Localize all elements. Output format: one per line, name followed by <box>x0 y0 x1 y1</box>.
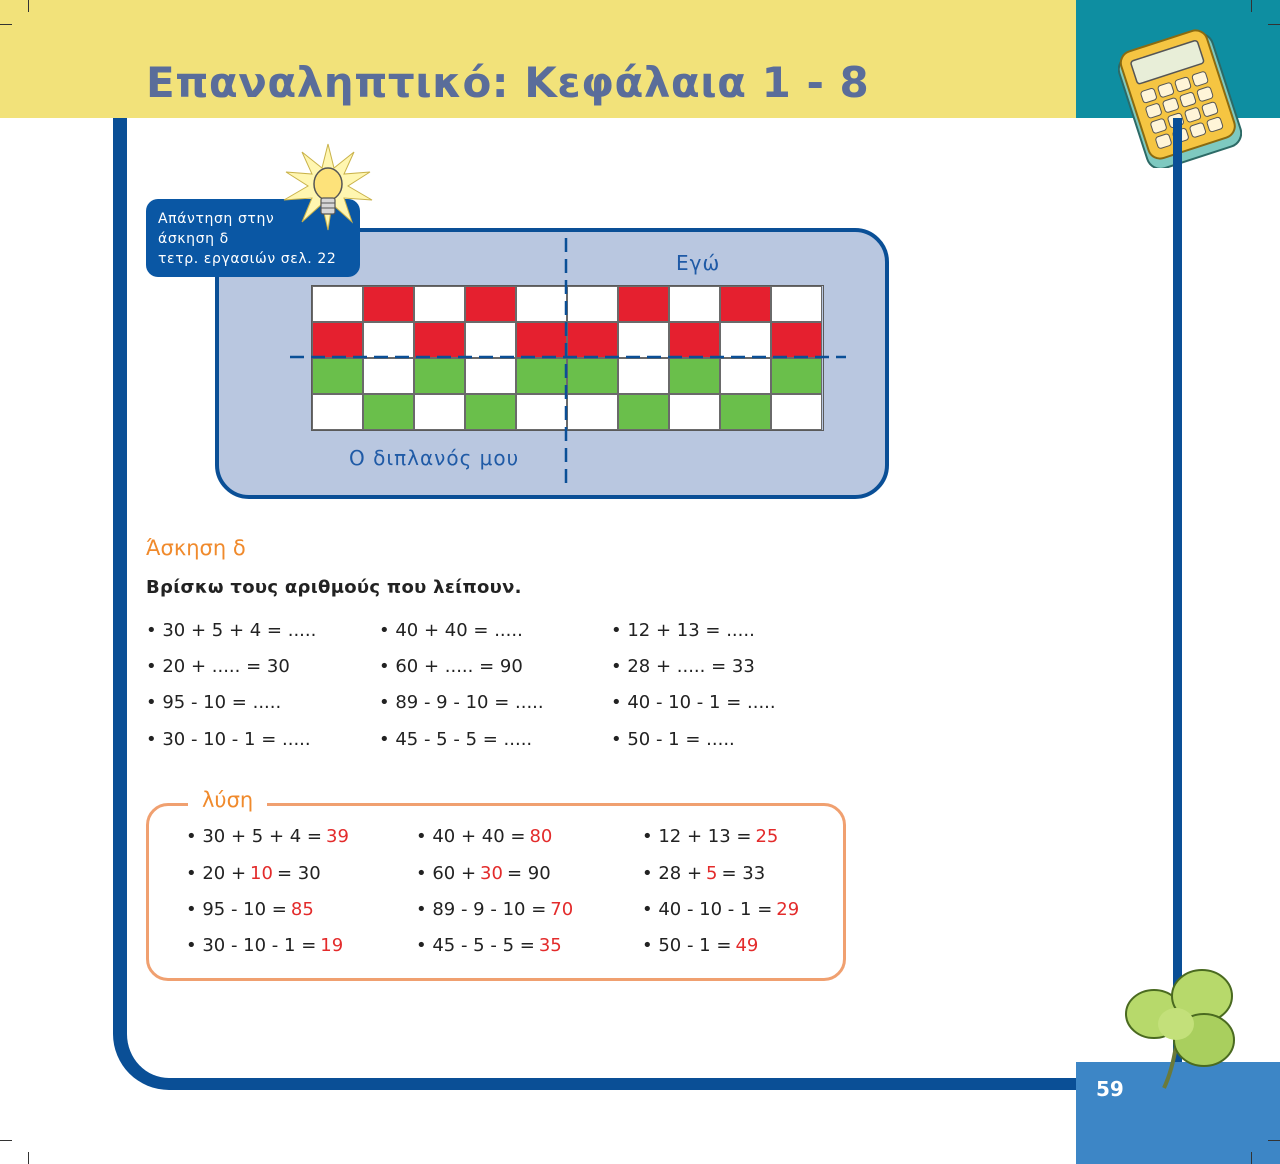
solution-answer: 19 <box>320 935 344 956</box>
crop-mark <box>28 0 29 12</box>
exercise-item: • 40 - 10 - 1 = ..... <box>611 692 776 713</box>
solution-expression-end: = 90 <box>506 863 551 884</box>
solution-expression: • 12 + 13 = <box>642 826 752 847</box>
solution-expression: • 30 + 5 + 4 = <box>186 826 323 847</box>
solution-label: λύση <box>188 788 267 812</box>
badge-line: τετρ. εργασιών σελ. 22 <box>158 251 337 267</box>
badge-line: άσκηση δ <box>158 231 229 247</box>
exercise-item: • 60 + ..... = 90 <box>379 656 523 677</box>
solution-expression: • 60 + <box>416 863 477 884</box>
solution-expression: • 50 - 1 = <box>642 935 732 956</box>
crop-mark <box>1251 1152 1252 1164</box>
exercise-title: Άσκηση δ <box>146 536 246 560</box>
solution-expression-end: = 30 <box>276 863 321 884</box>
solution-expression: • 40 + 40 = <box>416 826 526 847</box>
solution-answer: 85 <box>290 899 314 920</box>
solution-item <box>416 863 551 884</box>
solution-item <box>186 863 321 884</box>
solution-answer: 10 <box>250 863 273 884</box>
solution-expression: • 30 - 10 - 1 = <box>186 935 317 956</box>
exercise-item: • 30 + 5 + 4 = ..... <box>146 620 317 641</box>
exercise-item: • 50 - 1 = ..... <box>611 729 735 750</box>
exercise-item: • 28 + ..... = 33 <box>611 656 755 677</box>
page-title: Επαναληπτικό: Κεφάλαια 1 - 8 <box>146 58 870 107</box>
solution-item <box>186 899 318 920</box>
solution-answer: 39 <box>326 826 349 847</box>
solution-item <box>416 899 577 920</box>
solution-expression: • 95 - 10 = <box>186 899 287 920</box>
solution-expression: • 45 - 5 - 5 = <box>416 935 535 956</box>
solution-expression: • 89 - 9 - 10 = <box>416 899 547 920</box>
crop-mark <box>1251 0 1252 12</box>
solution-item <box>642 863 765 884</box>
solution-item <box>186 826 353 847</box>
exercise-item: • 45 - 5 - 5 = ..... <box>379 729 533 750</box>
clover-illustration <box>1124 966 1248 1092</box>
exercise-item: • 89 - 9 - 10 = ..... <box>379 692 544 713</box>
exercise-item: • 30 - 10 - 1 = ..... <box>146 729 311 750</box>
label-neighbor: Ο διπλανός μου <box>349 446 520 470</box>
crop-mark <box>1268 24 1280 25</box>
solution-expression: • 20 + <box>186 863 247 884</box>
solution-item <box>416 826 556 847</box>
lightbulb-icon <box>282 142 374 234</box>
solution-item <box>642 899 803 920</box>
solution-answer: 5 <box>706 863 718 884</box>
solution-answer: 35 <box>538 935 562 956</box>
solution-item <box>642 935 762 956</box>
solution-expression: • 28 + <box>642 863 703 884</box>
exercise-item: • 12 + 13 = ..... <box>611 620 755 641</box>
crop-mark <box>0 1140 12 1141</box>
solution-expression: • 40 - 10 - 1 = <box>642 899 773 920</box>
solution-answer: 25 <box>755 826 779 847</box>
solution-answer: 70 <box>550 899 574 920</box>
exercise-item: • 40 + 40 = ..... <box>379 620 523 641</box>
page-number: 59 <box>1096 1077 1124 1101</box>
solution-item <box>186 935 347 956</box>
exercise-item: • 95 - 10 = ..... <box>146 692 282 713</box>
badge-line: Απάντηση στην <box>158 211 275 227</box>
solution-answer: 30 <box>480 863 503 884</box>
solution-item <box>642 826 782 847</box>
solution-answer: 29 <box>776 899 800 920</box>
solution-item <box>416 935 566 956</box>
crop-mark <box>0 24 12 25</box>
solution-answer: 49 <box>735 935 759 956</box>
exercise-item: • 20 + ..... = 30 <box>146 656 290 677</box>
label-me: Εγώ <box>676 251 721 275</box>
crop-mark <box>28 1152 29 1164</box>
crop-mark <box>1268 1140 1280 1141</box>
solution-expression-end: = 33 <box>721 863 766 884</box>
solution-answer: 80 <box>529 826 553 847</box>
exercise-instruction: Βρίσκω τους αριθμούς που λείπουν. <box>146 577 522 598</box>
